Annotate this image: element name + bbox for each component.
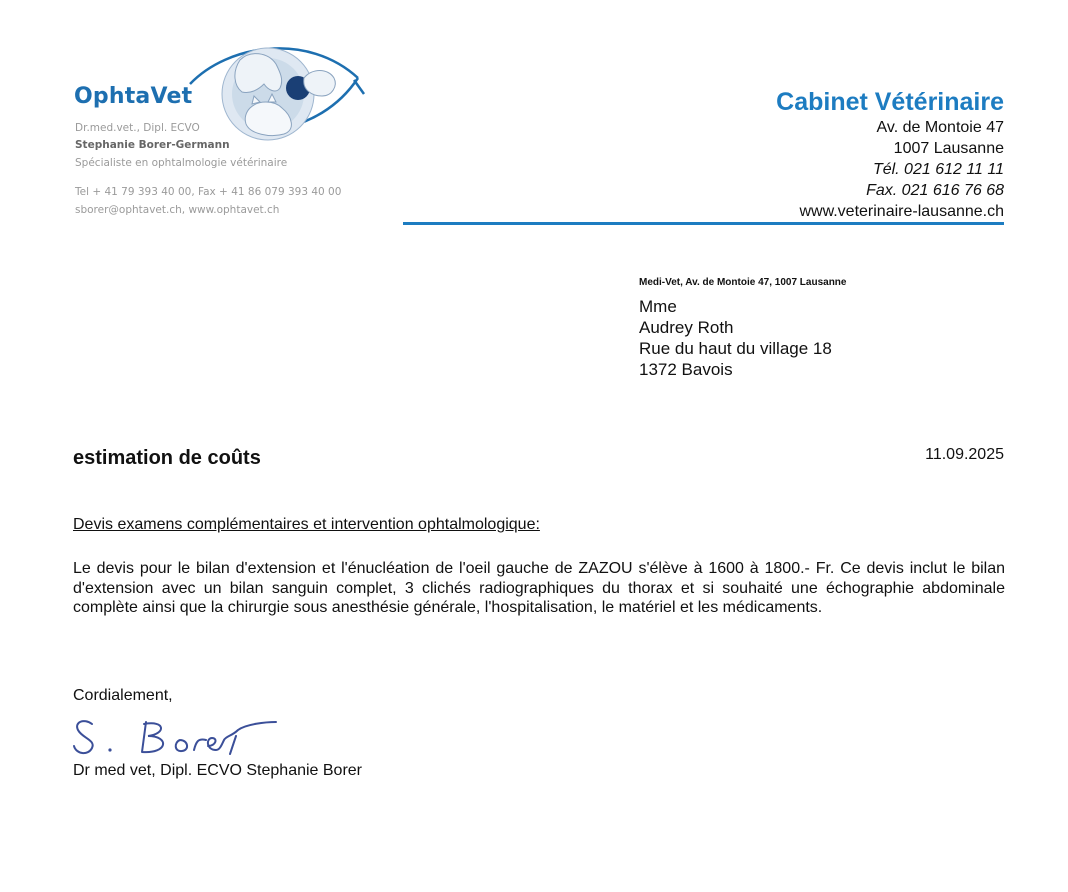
practitioner-name: Stephanie Borer-Germann xyxy=(75,139,230,151)
clinic-street: Av. de Montoie 47 xyxy=(876,119,1004,136)
brand-name: OphtaVet xyxy=(74,84,193,109)
recipient-name: Audrey Roth xyxy=(639,318,734,337)
recipient-city: 1372 Bavois xyxy=(639,360,733,379)
signer-name: Dr med vet, Dipl. ECVO Stephanie Borer xyxy=(73,762,363,779)
email-web: sborer@ophtavet.ch, www.ophtavet.ch xyxy=(75,204,280,216)
clinic-address-block xyxy=(776,88,1004,222)
clinic-website: www.veterinaire-lausanne.ch xyxy=(799,203,1004,220)
clinic-tel: Tél. 021 612 11 11 xyxy=(872,161,1004,178)
letter-date: 11.09.2025 xyxy=(925,446,1004,463)
handwritten-signature xyxy=(70,712,280,758)
eye-with-animals-logo-icon xyxy=(188,38,370,142)
estimate-body: Le devis pour le bilan d'extension et l'énucléation de l'oeil gauche de ZAZOU s'élève à 1600 à 1800.- Fr. Ce devis inclut le bilan d'extension avec un bilan sanguin complet, 3 clichés radiographiques du thorax et si souhaité une échographie abdominale complète ainsi que la chirurgie sous anesthésie générale, l'hospitalisation, le matériel et les médicaments. xyxy=(73,560,1005,616)
specialty: Spécialiste en ophtalmologie vétérinaire xyxy=(75,157,288,169)
return-address: Medi-Vet, Av. de Montoie 47, 1007 Lausanne xyxy=(639,277,847,288)
recipient-address xyxy=(639,296,832,380)
header-divider xyxy=(403,222,1004,225)
letter-subject: estimation de coûts xyxy=(73,447,261,469)
clinic-fax: Fax. 021 616 76 68 xyxy=(866,182,1004,199)
recipient-salutation: Mme xyxy=(639,297,677,316)
credentials: Dr.med.vet., Dipl. ECVO xyxy=(75,122,200,134)
recipient-street: Rue du haut du village 18 xyxy=(639,339,832,358)
clinic-title: Cabinet Vétérinaire xyxy=(776,88,1004,116)
clinic-city: 1007 Lausanne xyxy=(893,140,1004,157)
phone-fax: Tel + 41 79 393 40 00, Fax + 41 86 079 393 40 00 xyxy=(75,186,342,198)
closing: Cordialement, xyxy=(73,687,173,704)
estimate-heading: Devis examens complémentaires et intervention ophtalmologique: xyxy=(73,516,540,533)
